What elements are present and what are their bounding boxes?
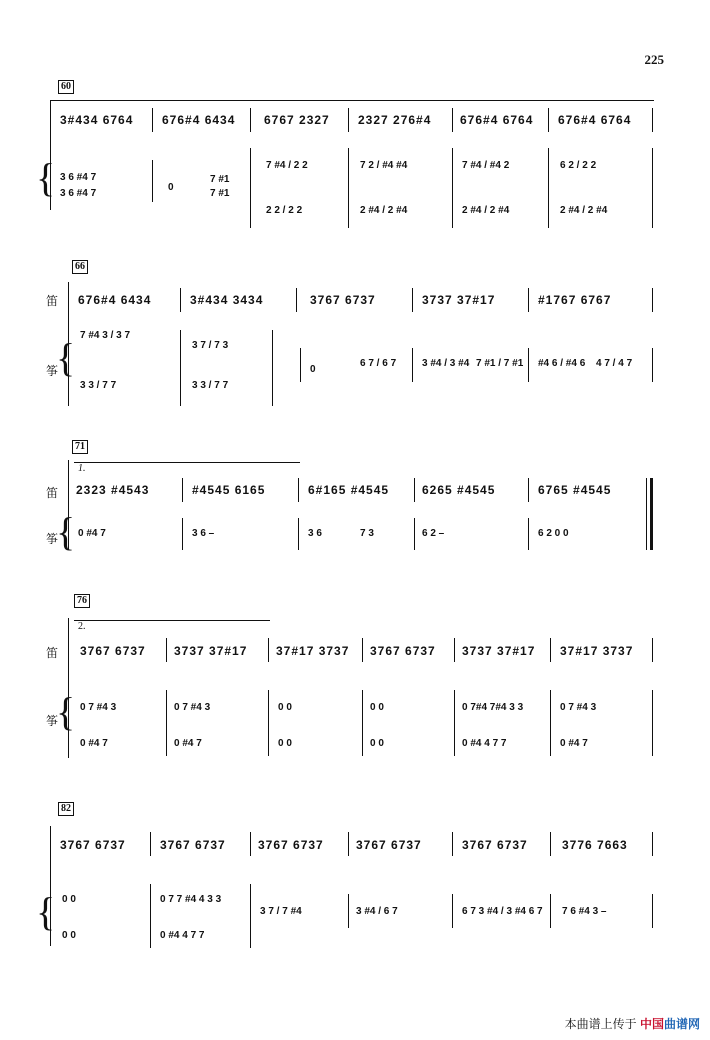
zheng-upper: 7 #1 — [210, 174, 230, 185]
zheng-upper: 6 7 3 #4 / 3 #4 6 7 — [462, 906, 543, 917]
barline — [652, 348, 653, 382]
zheng-upper: 0 7 #4 3 — [80, 702, 117, 713]
zheng-upper: 6 7 / 6 7 — [360, 358, 397, 369]
zheng-upper: 0 — [310, 364, 316, 375]
zheng-upper: 0 7 7 #4 4 3 3 — [160, 894, 222, 905]
barline — [268, 638, 269, 662]
barline — [298, 518, 299, 550]
barline — [652, 638, 653, 662]
barline — [250, 832, 251, 856]
barline — [550, 638, 551, 662]
barline — [454, 690, 455, 756]
zheng-label: 筝 — [46, 714, 59, 728]
zheng-upper: 7 6 #4 3 – — [562, 906, 607, 917]
flute-measure: 676#4 6764 — [558, 113, 632, 127]
barline — [548, 108, 549, 132]
brace: { — [56, 509, 76, 554]
footer-credit — [565, 1015, 700, 1032]
barline — [414, 518, 415, 550]
barline — [548, 148, 549, 228]
barline — [348, 108, 349, 132]
zheng-lower: 3 3 / 7 7 — [80, 380, 117, 391]
flute-measure: 3776 7663 — [562, 838, 628, 852]
zheng-upper: 0 0 — [278, 702, 292, 713]
zheng-measure: 3 6 — [308, 528, 322, 539]
barline — [180, 288, 181, 312]
zheng-upper: 0 7#4 7#4 3 3 — [462, 702, 524, 713]
measure-number: 66 — [72, 260, 88, 274]
flute-label: 笛 — [46, 486, 59, 500]
flute-measure: 6#165 #4545 — [308, 483, 390, 497]
barline — [412, 288, 413, 312]
zheng-upper: 0 7 #4 3 — [174, 702, 211, 713]
barline — [166, 638, 167, 662]
zheng-upper: 3 6 #4 7 — [60, 172, 97, 183]
barline — [182, 478, 183, 502]
zheng-upper: 3 #4 / 3 #4 — [422, 358, 470, 369]
volta-line — [74, 462, 300, 463]
volta-line — [74, 620, 270, 621]
flute-measure: 3#434 3434 — [190, 293, 264, 307]
site-logo-blue: 曲谱网 — [663, 1017, 700, 1031]
measure-number: 76 — [74, 594, 90, 608]
zheng-upper: 0 0 — [370, 702, 384, 713]
site-logo-red: 中国 — [639, 1017, 664, 1031]
measure-number: 82 — [58, 802, 74, 816]
zheng-upper: 0 7 #4 3 — [560, 702, 597, 713]
zheng-lower: 0 #4 7 — [560, 738, 588, 749]
flute-measure: 3#434 6764 — [60, 113, 134, 127]
brace: { — [56, 689, 76, 734]
barline — [268, 690, 269, 756]
flute-measure: 3737 37#17 — [422, 293, 496, 307]
brace: { — [36, 889, 56, 934]
zheng-lower: 3 6 #4 7 — [60, 188, 97, 199]
barline — [550, 690, 551, 756]
flute-measure: 37#17 3737 — [276, 644, 350, 658]
zheng-upper: 7 #4 3 / 3 7 — [80, 330, 131, 341]
zheng-upper: #4 6 / #4 6 — [538, 358, 586, 369]
zheng-lower: 7 #1 — [210, 188, 230, 199]
barline — [348, 894, 349, 928]
measure-number: 60 — [58, 80, 74, 94]
barline — [528, 348, 529, 382]
zheng-upper: 7 2 / #4 #4 — [360, 160, 408, 171]
footer-text: 本曲谱上传于 — [564, 1017, 637, 1031]
barline — [652, 148, 653, 228]
zheng-lower: 3 3 / 7 7 — [192, 380, 229, 391]
page-number: 225 — [644, 52, 664, 67]
flute-measure: #1767 6767 — [538, 293, 612, 307]
flute-measure: 3767 6737 — [356, 838, 422, 852]
barline — [150, 832, 151, 856]
flute-measure: 6265 #4545 — [422, 483, 496, 497]
barline — [452, 832, 453, 856]
zheng-upper: 7 #1 / 7 #1 — [476, 358, 524, 369]
barline — [652, 894, 653, 928]
zheng-upper: 3 7 / 7 3 — [192, 340, 229, 351]
barline — [452, 108, 453, 132]
measure-number: 71 — [72, 440, 88, 454]
barline — [250, 884, 251, 948]
barline — [152, 160, 153, 202]
barline — [528, 288, 529, 312]
barline — [182, 518, 183, 550]
brace: { — [36, 155, 56, 200]
zheng-upper: 6 2 / 2 2 — [560, 160, 597, 171]
final-barline — [650, 478, 653, 550]
zheng-lower: 0 #4 4 7 7 — [160, 930, 205, 941]
flute-measure: 676#4 6764 — [460, 113, 534, 127]
zheng-lower: 0 0 — [278, 738, 292, 749]
zheng-lower: 0 0 — [370, 738, 384, 749]
barline — [250, 148, 251, 228]
barline — [414, 478, 415, 502]
flute-measure: 3767 6737 — [60, 838, 126, 852]
barline — [348, 832, 349, 856]
brace: { — [56, 335, 76, 380]
zheng-lower: 0 #4 7 — [80, 738, 108, 749]
barline — [362, 690, 363, 756]
barline — [362, 638, 363, 662]
flute-measure: 3767 6737 — [80, 644, 146, 658]
zheng-upper: 7 #4 / #4 2 — [462, 160, 510, 171]
barline — [272, 330, 273, 406]
zheng-lower: 2 #4 / 2 #4 — [360, 205, 408, 216]
zheng-measure: 3 6 – — [192, 528, 215, 539]
flute-label: 笛 — [46, 294, 59, 308]
barline — [298, 478, 299, 502]
flute-measure: 676#4 6434 — [78, 293, 152, 307]
zheng-lower: 0 #4 4 7 7 — [462, 738, 507, 749]
flute-measure: 3767 6737 — [462, 838, 528, 852]
zheng-label: 筝 — [46, 532, 59, 546]
zheng-upper: 7 #4 / 2 2 — [266, 160, 308, 171]
barline — [180, 330, 181, 406]
zheng-upper: 3 7 / 7 #4 — [260, 906, 302, 917]
flute-label: 笛 — [46, 646, 59, 660]
barline — [652, 108, 653, 132]
flute-measure: 6767 2327 — [264, 113, 330, 127]
barline — [412, 348, 413, 382]
zheng-upper: 0 0 — [62, 894, 76, 905]
zheng-lower: 0 #4 7 — [174, 738, 202, 749]
zheng-lower: 0 0 — [62, 930, 76, 941]
barline — [296, 288, 297, 312]
barline — [528, 518, 529, 550]
zheng-measure: 0 #4 7 — [78, 528, 106, 539]
zheng-lower: 2 #4 / 2 #4 — [462, 205, 510, 216]
barline — [528, 478, 529, 502]
volta-label: 2. — [78, 621, 86, 632]
flute-measure: #4545 6165 — [192, 483, 266, 497]
zheng-measure: 6 2 0 0 — [538, 528, 569, 539]
barline — [550, 894, 551, 928]
zheng-upper: 0 — [168, 182, 174, 193]
barline — [652, 288, 653, 312]
zheng-lower: 2 #4 / 2 #4 — [560, 205, 608, 216]
zheng-label: 筝 — [46, 364, 59, 378]
flute-measure: 3767 6737 — [160, 838, 226, 852]
zheng-lower: 2 2 / 2 2 — [266, 205, 303, 216]
barline — [454, 638, 455, 662]
barline — [300, 348, 301, 382]
staff-top-line — [50, 100, 654, 101]
flute-measure: 3767 6737 — [310, 293, 376, 307]
flute-measure: 676#4 6434 — [162, 113, 236, 127]
flute-measure: 3737 37#17 — [462, 644, 536, 658]
barline — [166, 690, 167, 756]
flute-measure: 6765 #4545 — [538, 483, 612, 497]
barline — [652, 832, 653, 856]
barline — [250, 108, 251, 132]
flute-measure: 2327 276#4 — [358, 113, 432, 127]
volta-label: 1. — [78, 463, 86, 474]
flute-measure: 3767 6737 — [370, 644, 436, 658]
barline — [452, 894, 453, 928]
barline — [646, 478, 647, 550]
zheng-upper: 4 7 / 4 7 — [596, 358, 633, 369]
zheng-measure: 7 3 — [360, 528, 374, 539]
flute-measure: 3767 6737 — [258, 838, 324, 852]
barline — [452, 148, 453, 228]
barline — [652, 690, 653, 756]
barline — [348, 148, 349, 228]
barline — [152, 108, 153, 132]
barline — [150, 884, 151, 948]
flute-measure: 2323 #4543 — [76, 483, 150, 497]
barline — [550, 832, 551, 856]
system-barline — [68, 618, 69, 758]
flute-measure: 37#17 3737 — [560, 644, 634, 658]
flute-measure: 3737 37#17 — [174, 644, 248, 658]
zheng-upper: 3 #4 / 6 7 — [356, 906, 398, 917]
zheng-measure: 6 2 – — [422, 528, 445, 539]
